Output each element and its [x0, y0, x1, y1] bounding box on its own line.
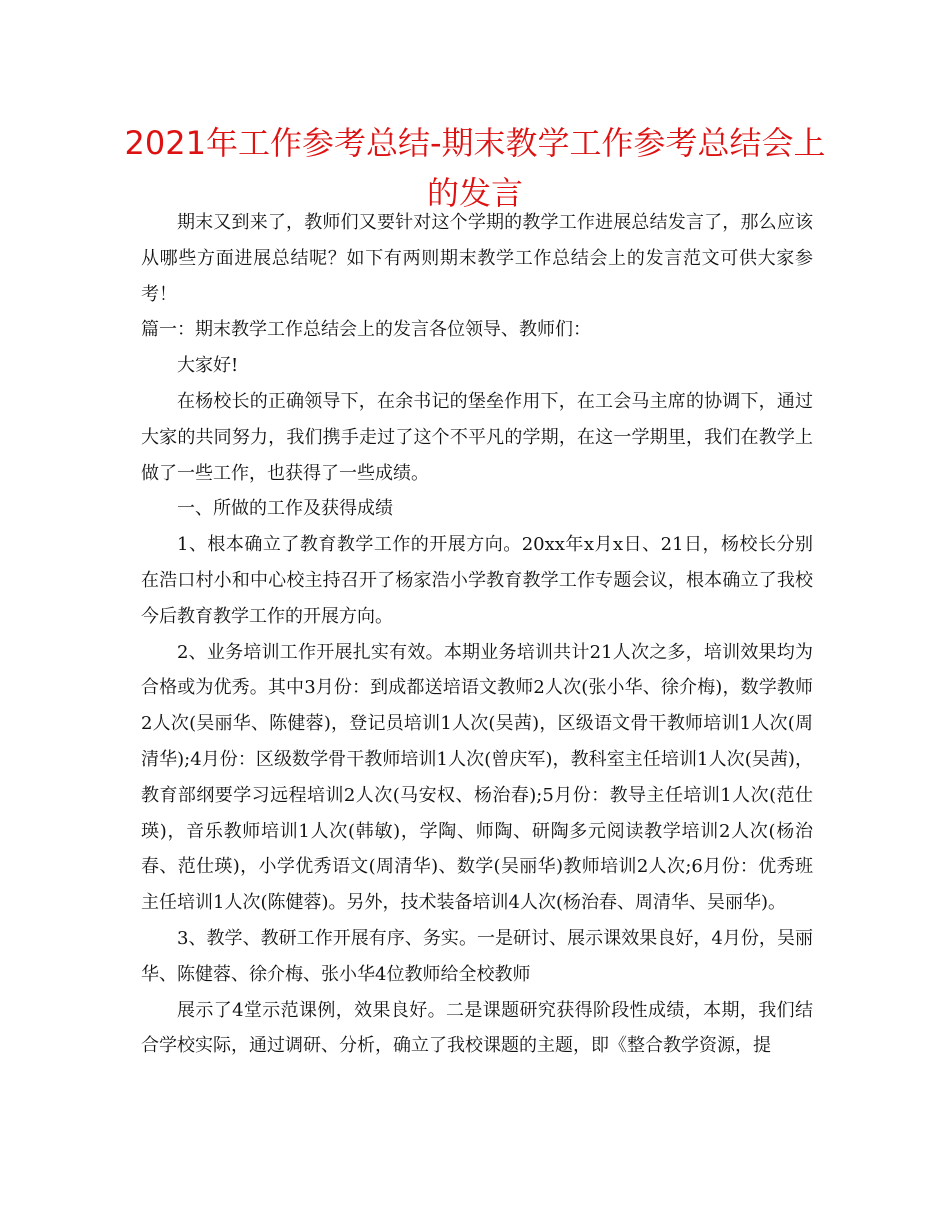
paragraph-item-1: 1、根本确立了教育教学工作的开展方向。20xx年x月x日、21日，杨校长分别在浩口村小和中心校主持召开了杨家浩小学教育教学工作专题会议，根本确立了我校今后教育教学工作的开展方向。	[141, 534, 813, 627]
section-heading-work-and-results: 一、所做的工作及获得成绩	[177, 498, 393, 520]
paragraph-article-one-heading: 篇一：期末教学工作总结会上的发言各位领导、教师们：	[141, 319, 591, 341]
document-body	[141, 205, 813, 1064]
paragraph-greeting: 大家好!	[177, 355, 239, 377]
paragraph-opening: 在杨校长的正确领导下，在余书记的堡垒作用下，在工会马主席的协调下，通过大家的共同努力，我们携手走过了这个不平凡的学期，在这一学期里，我们在教学上做了一些工作，也获得了一些成绩。	[141, 390, 813, 484]
document-title: 2021年工作参考总结-期末教学工作参考总结会上的发言	[124, 124, 826, 212]
paragraph-intro: 期末又到来了，教师们又要针对这个学期的教学工作进展总结发言了，那么应该从哪些方面进展总结呢？如下有两则期末教学工作总结会上的发言范文可供大家参考！	[141, 212, 813, 305]
paragraph-item-2: 2、业务培训工作开展扎实有效。本期业务培训共计21人次之多，培训效果均为合格或为优秀。其中3月份：到成都送培语文教师2人次(张小华、徐介梅)，数学教师2人次(吴丽华、陈健蓉)，登记员培训1人次(吴茜)，区级语文骨干教师培训1人次(周清华);4月份：区级数学骨干教师培训1人次(曾庆军)，教科室主任培训1人次(吴茜)，教育部纲要学习远程培训2人次(马安权、杨治春);5月份：教导主任培训1人次(范仕瑛)，音乐教师培训1人次(韩敏)，学陶、师陶、研陶多元阅读教学培训2人次(杨治春、范仕瑛)，小学优秀语文(周清华)、数学(吴丽华)教师培训2人次;6月份：优秀班主任培训1人次(陈健蓉)。另外，技术装备培训4人次(杨治春、周清华、吴丽华)。	[141, 641, 813, 914]
paragraph-item-3: 3、教学、教研工作开展有序、务实。一是研讨、展示课效果良好，4月份，吴丽华、陈健蓉、徐介梅、张小华4位教师给全校教师	[141, 927, 813, 985]
paragraph-item-3-continued: 展示了4堂示范课例，效果良好。二是课题研究获得阶段性成绩，本期，我们结合学校实际，通过调研、分析，确立了我校课题的主题，即《整合教学资源，提	[141, 999, 813, 1057]
